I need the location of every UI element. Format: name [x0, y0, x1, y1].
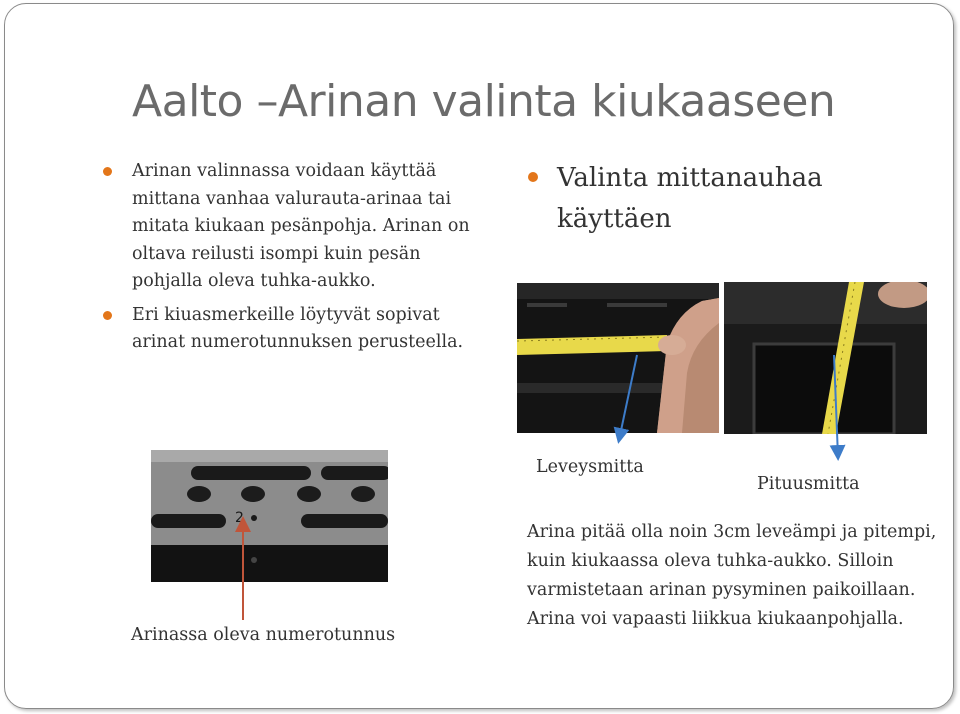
caption-length: Pituusmitta [757, 474, 860, 494]
caption-number: Arinassa oleva numerotunnus [131, 625, 396, 645]
slide-title: Aalto –Arinan valinta kiukaaseen [132, 76, 836, 127]
right-bullet-text: Valinta mittanauhaa käyttäen [557, 163, 823, 234]
bullet-text: Arinan valinnassa voidaan käyttää mittana vanhaa valurauta-arinaa tai mitata kiukaan pesänpohja. Arinan on oltava reilusti isompi kuin pesän pohjalla oleva tuhka-aukko. [132, 161, 470, 291]
info-paragraph: Arina pitää olla noin 3cm leveämpi ja pitempi, kuin kiukaassa oleva tuhka-aukko. Silloin varmistetaan arinan pysyminen paikoillaan. Arina voi vapaasti liikkua kiukaanpohjalla. [527, 522, 937, 629]
caption-width: Leveysmitta [536, 457, 644, 477]
length-arrow [834, 355, 838, 457]
width-arrow [619, 355, 637, 440]
bullet-text: Eri kiuasmerkeille löytyvät sopivat arinat numerotunnuksen perusteella. [132, 304, 464, 352]
grate-number-label: 2 [235, 510, 244, 526]
